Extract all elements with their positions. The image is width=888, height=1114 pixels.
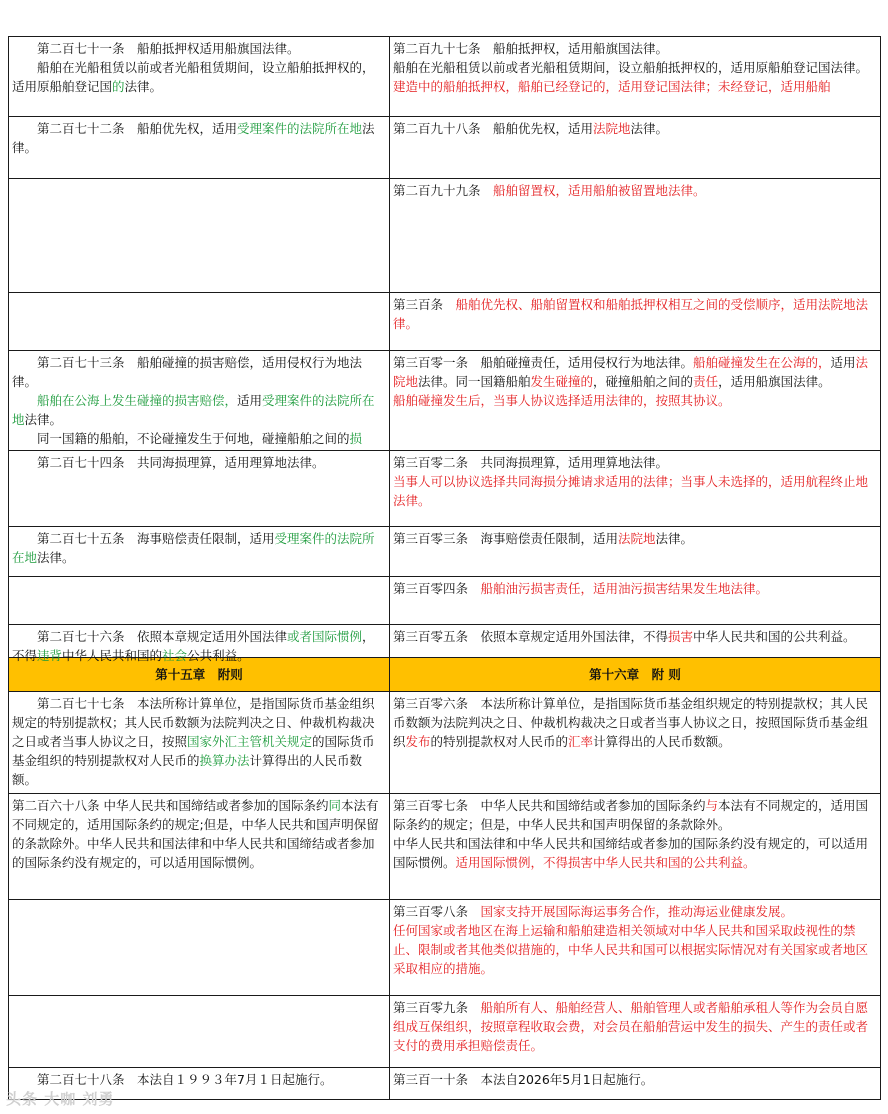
deleted-text: 受理案件的法院所在地 (12, 393, 375, 427)
old-law-cell (9, 900, 390, 996)
clause-text: 法律。 (630, 121, 669, 136)
added-text: 适用国际惯例，不得损害中华人民共和国的公共利益。 (455, 855, 756, 870)
clause-text: 中华人民共和国的公共利益。 (693, 629, 856, 644)
old-law-cell (9, 451, 390, 527)
clause-text: 第二百七十六条 依照本章规定适用外国法律 (37, 629, 288, 644)
added-text: 船舶碰撞发生在公海的， (693, 355, 831, 370)
clause-paragraph (12, 353, 386, 391)
clause-paragraph (393, 39, 877, 58)
added-text: 发生碰撞的 (530, 374, 594, 389)
added-text: 船舶留置权，适用船舶被留置地法律。 (493, 183, 706, 198)
added-text: 法院地 (393, 355, 869, 389)
clause-paragraph (12, 529, 386, 567)
added-text: 船舶碰撞发生后，当事人协议选择适用法律的，按照其协议。 (393, 393, 731, 408)
new-law-cell (390, 293, 881, 351)
clause-paragraph (12, 453, 386, 472)
clause-paragraph (12, 39, 386, 58)
clause-paragraph (393, 353, 877, 391)
clause-text: 第二百七十八条 本法自１９９３年7月１日起施行。 (37, 1072, 333, 1087)
clause-text: 第三百零四条 (393, 581, 481, 596)
table-row (9, 577, 881, 625)
clause-paragraph (393, 295, 877, 333)
clause-text: 本法有不同规定的，适用国际条约的规定；但是，中华人民共和国声明保留的条款除外。 (393, 798, 869, 832)
clause-text: 第二百七十一条 船舶抵押权适用船旗国法律。 (37, 41, 300, 56)
added-text: 船舶所有人、船舶经营人、船舶管理人或者船舶承租人等作为会员自愿组成互保组织，按照章程收取会费，对会员在船舶营运中发生的损失、产生的责任或者支付的费用承担赔偿责任。 (393, 1000, 869, 1053)
old-law-cell (9, 625, 390, 663)
clause-paragraph (393, 529, 877, 548)
clause-text: 第二百九十九条 (393, 183, 494, 198)
clause-text: 计算得出的人民币数额。 (593, 734, 731, 749)
clause-paragraph (393, 391, 877, 410)
clause-paragraph (393, 1070, 877, 1089)
clause-paragraph (393, 834, 877, 872)
clause-paragraph (12, 119, 386, 157)
clause-text: 第三百零二条 共同海损理算，适用理算地法律。 (393, 455, 669, 470)
clause-text: 法律。同一国籍船舶 (418, 374, 531, 389)
old-law-cell (9, 37, 390, 117)
added-text: 任何国家或者地区在海上运输和船舶建造相关领域对中华人民共和国采取歧视性的禁止、限制或者其他类似措施的，中华人民共和国可以根据实际情况对有关国家或者地区采取相应的措施。 (393, 923, 869, 976)
new-law-cell (390, 996, 881, 1068)
table-row (9, 117, 881, 179)
clause-text: 船舶在光船租赁以前或者光船租赁期间，设立船舶抵押权的，适用原船舶登记国 (12, 60, 375, 94)
old-law-cell (9, 794, 390, 900)
clause-text: 第二百九十八条 船舶优先权，适用 (393, 121, 594, 136)
clause-paragraph (12, 58, 386, 96)
clause-paragraph (12, 694, 386, 789)
clause-text: 法律。 (24, 412, 63, 427)
added-text: 当事人可以协议选择共同海损分摊请求适用的法律；当事人未选择的，适用航程终止地法律。 (393, 474, 869, 508)
added-text: 责任 (693, 374, 719, 389)
table-row (9, 179, 881, 293)
clause-text: 第三百零一条 船舶碰撞责任，适用侵权行为地法律。 (393, 355, 694, 370)
table-row (9, 692, 881, 794)
new-law-cell (390, 351, 881, 451)
clause-paragraph (393, 453, 877, 472)
added-text: 法院地 (593, 121, 631, 136)
clause-paragraph (393, 119, 877, 138)
old-law-cell (9, 527, 390, 577)
old-law-cell (9, 351, 390, 451)
old-law-cell (9, 577, 390, 625)
table-row (9, 37, 881, 117)
clause-text: 适用 (237, 393, 263, 408)
clause-text: 第二百七十七条 本法所称计算单位，是指国际货币基金组织规定的特别提款权；其人民币数额为法院判决之日、仲裁机构裁决之日或者当事人协议之日，按照 (12, 696, 375, 749)
added-text: 汇率 (568, 734, 594, 749)
deleted-text: 违背 (37, 648, 63, 663)
deleted-text: 受理案件的法院所在地 (237, 121, 363, 136)
new-chapter-title: 第十六章 附 则 (390, 658, 881, 692)
old-law-cell (9, 996, 390, 1068)
added-text: 国家支持开展国际海运事务合作，推动海运业健康发展。 (480, 904, 794, 919)
clause-paragraph (393, 796, 877, 834)
old-chapter-title: 第十五章 附则 (9, 658, 390, 692)
law-comparison-table (8, 36, 881, 1100)
clause-text: 法律。 (37, 550, 75, 565)
clause-text: 法律。 (12, 121, 375, 155)
deleted-text: 或者国际惯例 (287, 629, 363, 644)
clause-text: ，碰撞船舶之间的 (593, 374, 694, 389)
new-law-cell (390, 1068, 881, 1100)
clause-text: 第三百零七条 中华人民共和国缔结或者参加的国际条约 (393, 798, 706, 813)
clause-text: 的特别提款权对人民币的 (430, 734, 569, 749)
clause-text: 第二百七十四条 共同海损理算，适用理算地法律。 (37, 455, 325, 470)
table-row (9, 900, 881, 996)
deleted-text: 社会 (162, 648, 188, 663)
new-law-cell (390, 900, 881, 996)
clause-paragraph (12, 429, 386, 448)
clause-text: 适用 (830, 355, 856, 370)
table-row (9, 293, 881, 351)
added-text: 发布 (405, 734, 431, 749)
clause-text: 第二百七十二条 船舶优先权，适用 (37, 121, 238, 136)
table-row (9, 451, 881, 527)
deleted-text: 同 (328, 798, 341, 813)
deleted-text: 损 (349, 431, 363, 446)
clause-paragraph (393, 902, 877, 921)
deleted-text: 换算办法 (199, 753, 250, 768)
new-law-cell (390, 117, 881, 179)
clause-paragraph (393, 627, 877, 646)
clause-paragraph (393, 181, 877, 200)
clause-paragraph (393, 579, 877, 598)
clause-text: ，适用船旗国法律。 (718, 374, 831, 389)
watermark: 头条 大咖 刘勇 (6, 1090, 115, 1108)
old-law-cell (9, 293, 390, 351)
clause-paragraph (393, 77, 877, 96)
clause-text: 法律。 (655, 531, 694, 546)
clause-text: 公共利益。 (187, 648, 250, 663)
new-law-cell (390, 527, 881, 577)
clause-text: ，不得 (12, 629, 375, 663)
clause-text: 第二百六十八条 中华人民共和国缔结或者参加的国际条约 (12, 798, 329, 813)
clause-text: 第二百七十五条 海事赔偿责任限制，适用 (37, 531, 275, 546)
clause-text: 的国际货币基金组织的特别提款权对人民币的 (12, 734, 375, 768)
clause-text: 第三百零五条 依照本章规定适用外国法律，不得 (393, 629, 669, 644)
old-law-cell (9, 692, 390, 794)
deleted-text: 受理案件的法院所在地 (12, 531, 375, 565)
clause-text: 第二百九十七条 船舶抵押权，适用船旗国法律。 (393, 41, 669, 56)
clause-text: 法律。 (124, 79, 163, 94)
added-text: 损害 (668, 629, 694, 644)
table-row (9, 527, 881, 577)
clause-text: 中华人民共和国的 (62, 648, 163, 663)
table-row (9, 794, 881, 900)
clause-text: 船舶在光船租赁以前或者光船租赁期间，设立船舶抵押权的，适用原船舶登记国法律。 (393, 60, 869, 75)
clause-text: 第三百零六条 本法所称计算单位，是指国际货币基金组织规定的特别提款权；其人民币数额为法院判决之日、仲裁机构裁决之日或者当事人协议之日，按照国际货币基金组织 (393, 696, 869, 749)
clause-paragraph (393, 472, 877, 510)
clause-text: 同一国籍的船舶，不论碰撞发生于何地，碰撞船舶之间的 (37, 431, 350, 446)
clause-text: 本法有不同规定的，适用国际条约的规定;但是，中华人民共和国声明保留的条款除外。中华人民共和国法律和中华人民共和国缔结或者参加的国际条约没有规定的，可以适用国际惯例。 (12, 798, 379, 870)
added-text: 法院地 (618, 531, 656, 546)
clause-paragraph (393, 58, 877, 77)
clause-paragraph (12, 796, 386, 872)
clause-text: 第二百七十三条 船舶碰撞的损害赔偿，适用侵权行为地法律。 (12, 355, 363, 389)
clause-paragraph (393, 694, 877, 751)
new-law-cell (390, 179, 881, 293)
clause-text: 第三百零八条 (393, 904, 481, 919)
clause-text: 第三百零三条 海事赔偿责任限制，适用 (393, 531, 619, 546)
table-row (9, 625, 881, 658)
new-law-cell (390, 794, 881, 900)
new-law-cell (390, 625, 881, 658)
deleted-text: 国家外汇主管机关规定 (187, 734, 313, 749)
old-law-cell (9, 117, 390, 179)
new-law-cell (390, 451, 881, 527)
new-law-cell (390, 37, 881, 117)
added-text: 建造中的船舶抵押权，船舶已经登记的，适用登记国法律；未经登记，适用船舶 (393, 79, 831, 94)
deleted-text: 船舶在公海上发生碰撞的损害赔偿， (37, 393, 238, 408)
clause-paragraph (393, 921, 877, 978)
table-row (9, 1068, 881, 1100)
added-text: 船舶油污损害责任，适用油污损害结果发生地法律。 (480, 581, 769, 596)
clause-text: 第三百零九条 (393, 1000, 481, 1015)
added-text: 船舶优先权、船舶留置权和船舶抵押权相互之间的受偿顺序，适用法院地法律。 (393, 297, 869, 331)
added-text: 与 (705, 798, 719, 813)
deleted-text: 的 (112, 79, 125, 94)
new-law-cell (390, 692, 881, 794)
clause-paragraph (12, 1070, 386, 1089)
new-law-cell (390, 577, 881, 625)
old-law-cell (9, 179, 390, 293)
clause-paragraph (12, 391, 386, 429)
clause-text: 第三百一十条 本法自2026年5月1日起施行。 (393, 1072, 654, 1087)
table-row (9, 996, 881, 1068)
clause-paragraph (393, 998, 877, 1055)
clause-text: 中华人民共和国法律和中华人民共和国缔结或者参加的国际条约没有规定的，可以适用国际惯例。 (393, 836, 869, 870)
clause-text: 计算得出的人民币数额。 (12, 753, 363, 787)
table-row (9, 351, 881, 451)
clause-text: 第三百条 (393, 297, 456, 312)
